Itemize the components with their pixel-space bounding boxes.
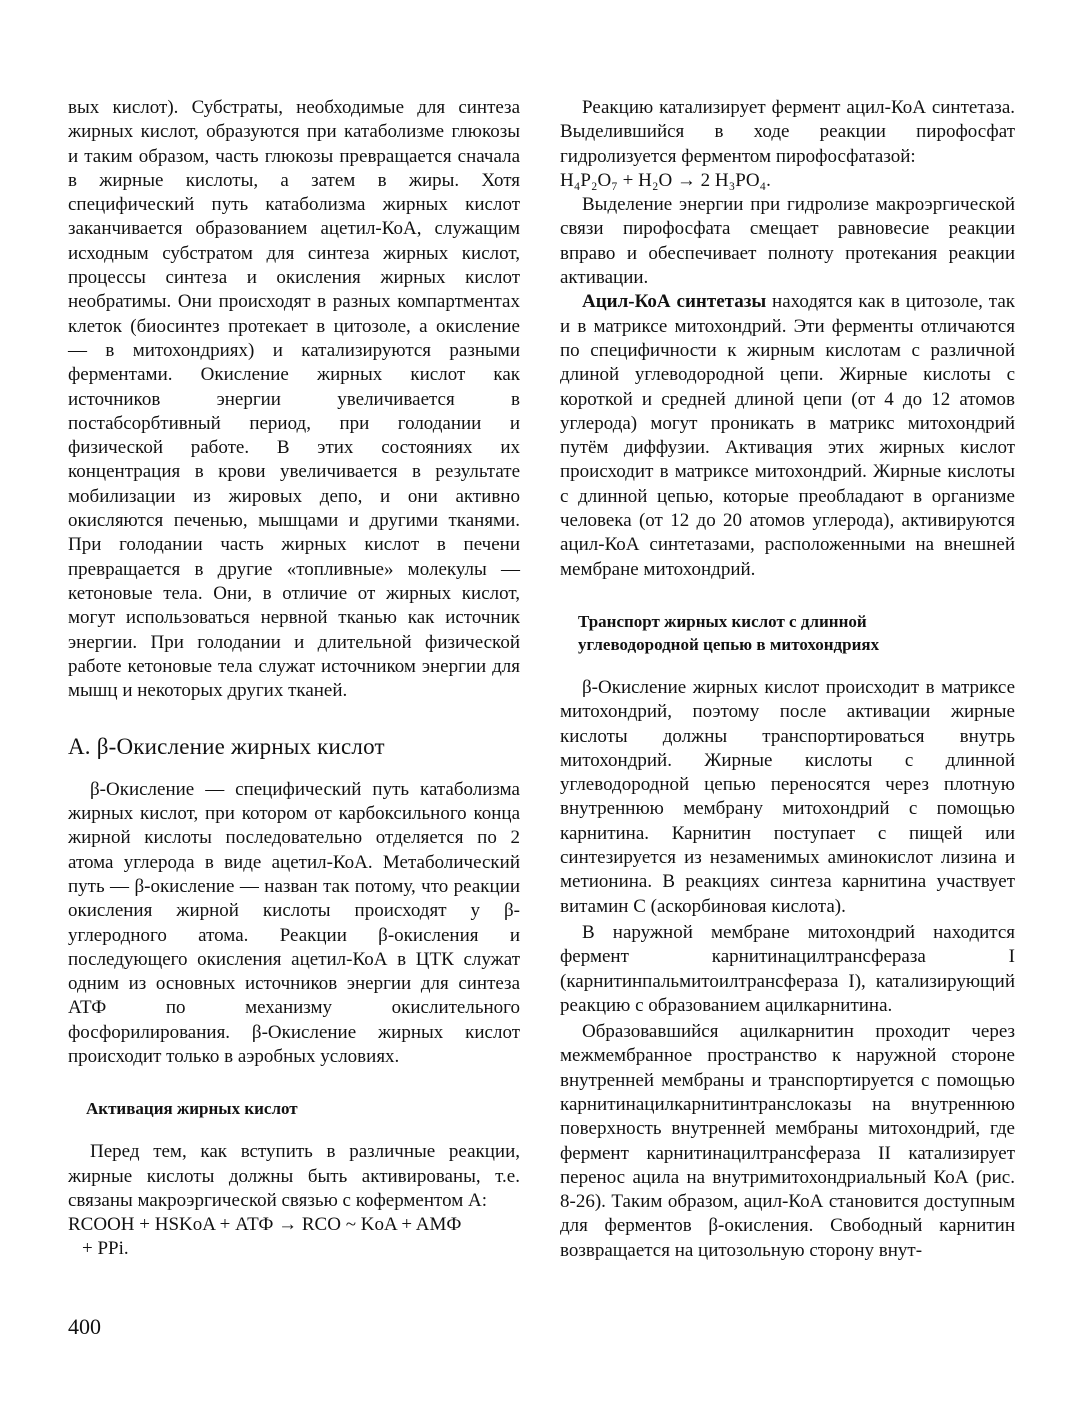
- paragraph: Образовавшийся ацилкарнитин проходит через межмембранное пространство к наружной стороне внутренней мембраны и транспортируется с помощью карнитинацилкарнитинтранслоказы на внутреннюю поверхность внутренней мембраны митохондрий, где фермент карнитинацилтрансфераза II катализирует перенос ацила на внутримитохондриальный КоА (рис. 8-26). Таким образом, ацил-КоА становится доступным для ферментов β-окисления. Свободный карнитин возвращается на цитозольную сторону внут-: [560, 1021, 1015, 1261]
- page-number: 400: [68, 1314, 101, 1339]
- paragraph: [560, 290, 1015, 582]
- subsection-heading: [578, 610, 1015, 656]
- paragraph-text: находятся как в цитозоле, так и в матриксе митохондрий. Эти ферменты отличаются по специфичности к жирным кислотам с различной длиной углеводородной цепи. Жирные кислоты с короткой и средней длиной цепи (от 4 до 12 атомов углерода) могут проникать в матрикс митохондрий путём диффузии. Активация этих жирных кислот происходит в матриксе митохондрий. Жирные кислоты с длинной цепью, которые преобладают в организме человека (от 12 до 20 атомов углерода), активируются ацил-КоА синтетазами, расположенными на внешней мембране митохондрий.: [560, 291, 1015, 580]
- right-column: [560, 96, 1015, 1263]
- left-column: [68, 96, 520, 1262]
- paragraph: вых кислот). Субстраты, необходимые для синтеза жирных кислот, образуются при катаболизме глюкозы и таким образом, часть глюкозы превращается сначала в жирные кислоты, а затем в жиры. Хотя специфический путь катаболизма жирных кислот заканчивается образованием ацетил-КоА, служащим исходным субстратом для синтеза жирных кислот, процессы синтеза и окисления жирных кислот необратимы. Они происходят в разных компартментах клеток (биосинтез протекает в цитозоле, а окисление — в митохондриях) и катализируются разными ферментами. Окисление жирных кислот как источников энергии увеличивается в постабсорбтивный период, при голодании и физической работе. В этих состояниях их концентрация в крови увеличивается в результате мобилизации из жировых депо, и они активно окисляются печенью, мышцами и другими тканями. При голодании часть жирных кислот в печени превращается в другие «топливные» молекулы — кетоновые тела. Они, в отличие от жирных кислот, могут использоваться нервной тканью как источник энергии. При голодании и длительной физической работе кетоновые тела служат источником энергии для мышц и некоторых других тканей.: [68, 97, 520, 702]
- paragraph: Выделение энергии при гидролизе макроэргической связи пирофосфата смещает равновесие реакции вправо и обеспечивает полноту протекания реакции активации.: [560, 194, 1015, 289]
- paragraph: β-Окисление — специфический путь катаболизма жирных кислот, при котором от карбоксильного конца жирной кислоты последовательно отделяется по 2 атома углерода в виде ацетил-КоА. Метаболический путь — β-окисление — назван так потому, что реакции окисления жирной кислоты происходят у β-углеродного атома. Реакции β-окисления и последующего окисления ацетил-КоА в ЦТК служат одним из основных источников энергии для синтеза АТФ по механизму окислительного фосфорилирования. β-Окисление жирных кислот происходит только в аэробных условиях.: [68, 778, 520, 1067]
- subsection-heading: Активация жирных кислот: [86, 1099, 298, 1119]
- term-acyl-coa-synthetase: Ацил-КоА синтетазы: [582, 291, 767, 313]
- section-heading: А. β-Окисление жирных кислот: [68, 734, 385, 760]
- subsection-heading-line1: Транспорт жирных кислот с длинной: [578, 611, 867, 631]
- pyrophosphate-hydrolysis-formula: H₄P₂O₇ + H₂O → 2 H₃PO₄.: [560, 169, 771, 191]
- paragraph: β-Окисление жирных кислот происходит в матриксе митохондрий, поэтому после активации жирные кислоты должны транспортироваться внутрь митохондрий. Жирные кислоты с длинной углеводородной цепью переносятся через плотную внутреннюю мембрану митохондрий с помощью карнитина. Карнитин поступает с пищей или синтезируется из незаменимых аминокислот лизина и метионина. В реакциях синтеза карнитина участвует витамин С (аскорбиновая кислота).: [560, 676, 1015, 917]
- paragraph: Перед тем, как вступить в различные реакции, жирные кислоты должны быть активированы, т.е. связаны макроэргической связью с коферментом А:: [68, 1141, 520, 1211]
- reaction-formula-continuation: + PPi.: [82, 1238, 129, 1260]
- subsection-heading-line2: углеводородной цепью в митохондриях: [578, 634, 880, 654]
- reaction-formula: RCOOH + HSKoA + АТФ → RCO ~ KoA + AMФ: [68, 1214, 462, 1236]
- paragraph: Реакцию катализирует фермент ацил-КоА синтетаза. Выделившийся в ходе реакции пирофосфат гидролизуется ферментом пирофосфатазой:: [560, 97, 1015, 167]
- paragraph: В наружной мембране митохондрий находится фермент карнитинацилтрансфераза I (карнитинпальмитоилтрансфераза I), катализирующий реакцию с образованием ацилкарнитина.: [560, 921, 1015, 1016]
